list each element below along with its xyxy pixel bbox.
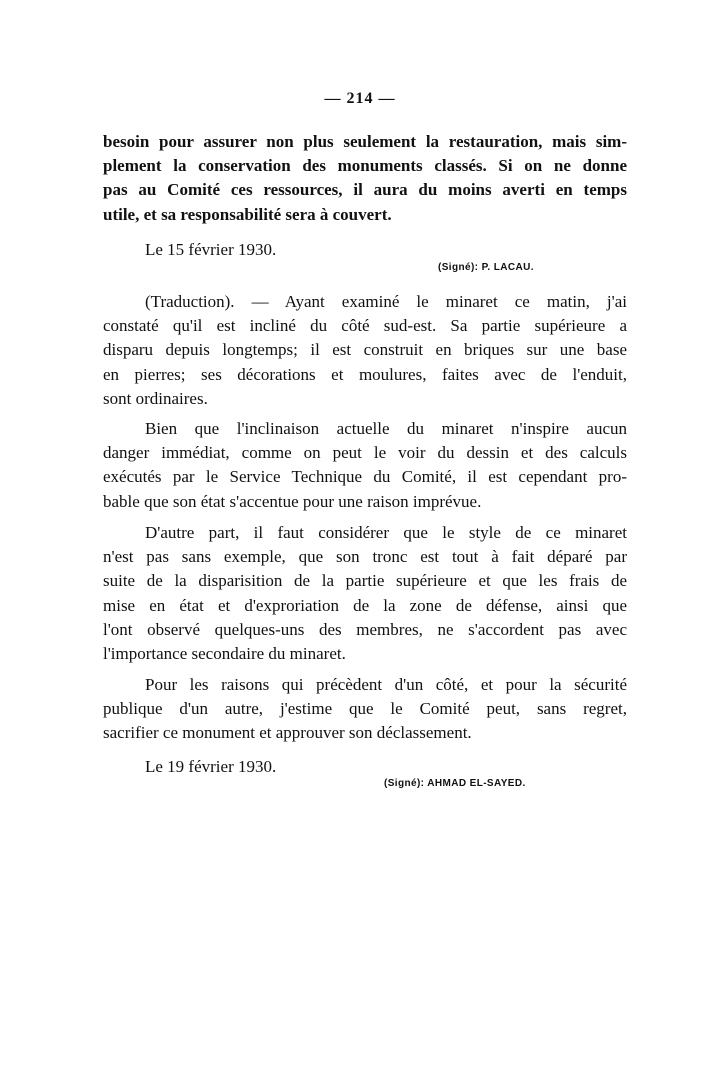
text-line: D'autre part, il faut considérer que le style de ce minaret	[145, 523, 627, 542]
page-number: — 214 —	[324, 90, 396, 107]
text-line: l'ont observé quelques-uns des membres, ne s'accordent pas avec	[103, 619, 627, 639]
text-line: n'est pas sans exemple, que son tronc est tout à fait déparé par	[103, 547, 627, 567]
text-line: Pour les raisons qui précèdent d'un côté, et pour la sécurité	[145, 675, 627, 694]
paragraph-1	[103, 130, 627, 227]
signature-1: (Signé): P. LACAU.	[438, 262, 534, 273]
text-line: sacrifier ce monument et approuver son déclassement.	[103, 723, 472, 743]
text-line: publique d'un autre, j'estime que le Comité peut, sans regret,	[103, 699, 627, 719]
text-line: bable que son état s'accentue pour une raison imprévue.	[103, 491, 482, 511]
text-line: danger immédiat, comme on peut le voir du dessin et des calculs	[103, 443, 627, 463]
text-line: disparu depuis longtemps; il est construit en briques sur une base	[103, 340, 627, 360]
text-line: exécutés par le Service Technique du Comité, il est cependant pro-	[103, 467, 627, 487]
paragraph-5	[103, 673, 627, 746]
date-2: Le 19 février 1930.	[145, 757, 277, 776]
text-line: utile, et sa responsabilité sera à couvert.	[103, 204, 392, 224]
text-line: constaté qu'il est incliné du côté sud-est. Sa partie supérieure a	[103, 316, 627, 336]
text-line: plement la conservation des monuments classés. Si on ne donne	[103, 156, 627, 176]
text-line: en pierres; ses décorations et moulures, faites avec de l'enduit,	[103, 364, 627, 384]
text-line: suite de la disparisition de la partie supérieure et que les frais de	[103, 571, 627, 591]
paragraph-3	[103, 417, 627, 514]
date-1: Le 15 février 1930.	[145, 240, 277, 259]
text-line: l'importance secondaire du minaret.	[103, 643, 346, 663]
text-line: pas au Comité ces ressources, il aura du moins averti en temps	[103, 180, 627, 200]
paragraph-4	[103, 521, 627, 666]
text-line: mise en état et d'exproriation de la zone de défense, ainsi que	[103, 595, 627, 615]
paragraph-2	[103, 290, 627, 411]
text-line: sont ordinaires.	[103, 388, 208, 408]
signature-2: (Signé): AHMAD EL-SAYED.	[384, 778, 526, 789]
text-line: (Traduction). — Ayant examiné le minaret ce matin, j'ai	[145, 292, 627, 311]
text-line: besoin pour assurer non plus seulement la restauration, mais sim-	[103, 132, 627, 151]
text-line: Bien que l'inclinaison actuelle du minaret n'inspire aucun	[145, 419, 627, 438]
